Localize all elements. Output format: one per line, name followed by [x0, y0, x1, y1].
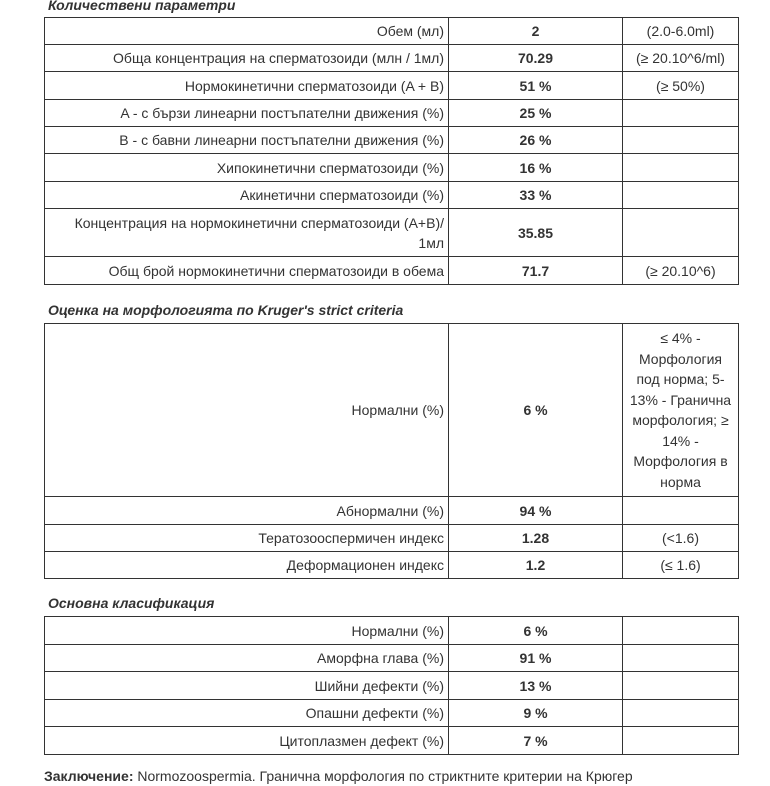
param-label: Аморфна глава (%) — [45, 645, 449, 672]
param-label: Нормални (%) — [45, 324, 449, 497]
param-label: Акинетични сперматозоиди (%) — [45, 182, 449, 209]
table-row — [45, 324, 739, 497]
table-row — [45, 209, 739, 257]
param-reference — [623, 645, 739, 672]
table-row — [45, 525, 739, 552]
table-row — [45, 617, 739, 645]
param-value: 6 % — [449, 617, 623, 645]
param-label: Деформационен индекс — [45, 552, 449, 579]
param-reference: (≤ 1.6) — [623, 552, 739, 579]
param-label: Обем (мл) — [45, 18, 449, 45]
param-reference: (≥ 50%) — [623, 72, 739, 100]
param-reference: (<1.6) — [623, 525, 739, 552]
param-label: Шийни дефекти (%) — [45, 672, 449, 700]
param-value: 1.2 — [449, 552, 623, 579]
param-value: 16 % — [449, 154, 623, 182]
param-label: Опашни дефекти (%) — [45, 700, 449, 727]
param-label: Абнормални (%) — [45, 497, 449, 525]
table-row — [45, 127, 739, 154]
param-value: 71.7 — [449, 257, 623, 285]
param-reference: (≥ 20.10^6) — [623, 257, 739, 285]
param-value: 70.29 — [449, 45, 623, 72]
conclusion-text: Normozoospermia. Гранична морфология по стриктните критерии на Крюгер — [133, 768, 633, 784]
table-row — [45, 45, 739, 72]
table-row — [45, 497, 739, 525]
param-reference: (≥ 20.10^6/ml) — [623, 45, 739, 72]
param-reference — [623, 154, 739, 182]
conclusion-label: Заключение: — [44, 768, 134, 784]
param-reference: (2.0-6.0ml) — [623, 18, 739, 45]
param-reference — [623, 617, 739, 645]
param-value: 35.85 — [449, 209, 623, 257]
param-reference — [623, 127, 739, 154]
param-value: 91 % — [449, 645, 623, 672]
quantitative-title: Количествени параметри — [48, 0, 236, 13]
param-label: Нормокинетични сперматозоиди (A + B) — [45, 72, 449, 100]
table-row — [45, 700, 739, 727]
param-value: 2 — [449, 18, 623, 45]
param-value: 9 % — [449, 700, 623, 727]
param-reference — [623, 209, 739, 257]
param-reference: ≤ 4% - Морфология под норма; 5-13% - Гранична морфология; ≥ 14% - Морфология в норма — [623, 324, 739, 497]
param-value: 7 % — [449, 727, 623, 755]
param-label: Общ брой нормокинетични сперматозоиди в обема — [45, 257, 449, 285]
table-row — [45, 552, 739, 579]
param-label: B - с бавни линеарни постъпателни движения (%) — [45, 127, 449, 154]
param-label: Цитоплазмен дефект (%) — [45, 727, 449, 755]
param-value: 25 % — [449, 100, 623, 127]
table-row — [45, 72, 739, 100]
param-value: 6 % — [449, 324, 623, 497]
table-row — [45, 100, 739, 127]
quantitative-table — [44, 17, 739, 285]
table-row — [45, 672, 739, 700]
param-label: A - с бързи линеарни постъпателни движения (%) — [45, 100, 449, 127]
param-value: 13 % — [449, 672, 623, 700]
param-reference — [623, 182, 739, 209]
param-reference — [623, 497, 739, 525]
param-label: Нормални (%) — [45, 617, 449, 645]
param-value: 51 % — [449, 72, 623, 100]
table-row — [45, 154, 739, 182]
param-reference — [623, 672, 739, 700]
table-row — [45, 727, 739, 755]
param-reference — [623, 727, 739, 755]
morphology-table — [44, 323, 739, 579]
morphology-title: Оценка на морфологията по Kruger's strict criteria — [48, 302, 404, 318]
table-row — [45, 645, 739, 672]
param-value: 1.28 — [449, 525, 623, 552]
param-label: Хипокинетични сперматозоиди (%) — [45, 154, 449, 182]
table-row — [45, 18, 739, 45]
classification-table — [44, 616, 739, 755]
conclusion — [44, 768, 633, 784]
param-reference — [623, 700, 739, 727]
param-reference — [623, 100, 739, 127]
param-label: Концентрация на нормокинетични сперматозоиди (A+B)/ 1мл — [45, 209, 449, 257]
table-row — [45, 257, 739, 285]
param-value: 33 % — [449, 182, 623, 209]
param-value: 94 % — [449, 497, 623, 525]
table-row — [45, 182, 739, 209]
classification-title: Основна класификация — [48, 595, 215, 611]
param-label: Обща концентрация на сперматозоиди (млн / 1мл) — [45, 45, 449, 72]
param-value: 26 % — [449, 127, 623, 154]
param-label: Тератозооспермичен индекс — [45, 525, 449, 552]
